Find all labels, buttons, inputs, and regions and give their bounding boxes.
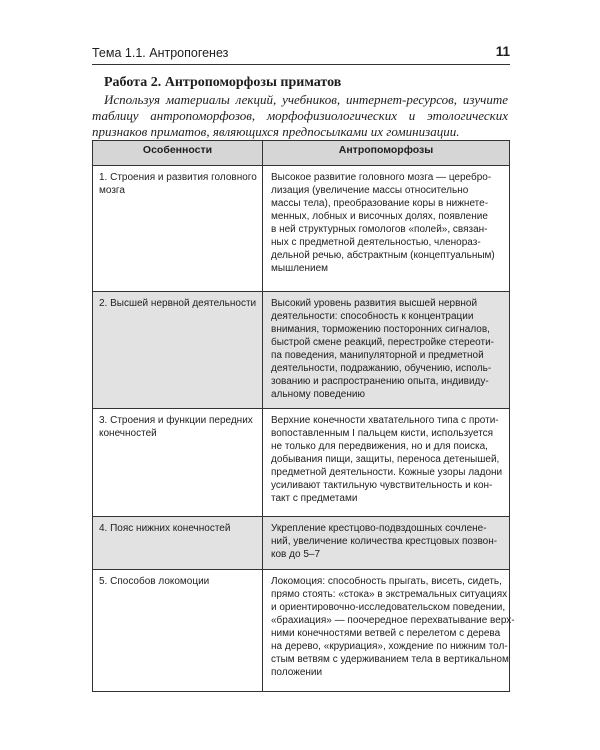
feature-line: конечностей bbox=[99, 428, 157, 439]
description-line: па поведения, манипуляторной и предметной bbox=[271, 350, 484, 361]
description-line: дельной речью, абстрактным (концептуальным) bbox=[271, 250, 495, 261]
description-line: Верхние конечности хватательного типа с проти- bbox=[271, 415, 499, 426]
description-line: предметной деятельности. Кожные узоры ладони bbox=[271, 467, 503, 478]
description-line: стым ветвям с удерживанием тела в вертикальном bbox=[271, 654, 509, 665]
description-line: вопоставленным I пальцем кисти, используется bbox=[271, 428, 494, 439]
feature-cell bbox=[93, 166, 263, 292]
table-row bbox=[93, 570, 510, 692]
description-line: быстрой смене реакций, перестройке стереоти- bbox=[271, 337, 495, 348]
running-header bbox=[92, 42, 510, 65]
description-line: прямо стоять: «стока» в экстремальных ситуациях bbox=[271, 589, 508, 600]
description-line: Локомоция: способность прыгать, висеть, сидеть, bbox=[271, 576, 502, 587]
feature-cell bbox=[93, 292, 263, 409]
description-line: Высокий уровень развития высшей нервной bbox=[271, 298, 478, 309]
description-line: альному поведению bbox=[271, 389, 365, 400]
feature-line: 5. Способов локомоции bbox=[99, 576, 210, 587]
description-line: массы тела), преобразование коры в нижнете- bbox=[271, 198, 489, 209]
feature-line: 3. Строения и функции передних bbox=[99, 415, 253, 426]
description-line: внимания, торможению посторонних сигналов, bbox=[271, 324, 490, 335]
feature-line: мозга bbox=[99, 185, 125, 196]
page-number: 11 bbox=[495, 44, 510, 59]
feature-line: 1. Строения и развития головного bbox=[99, 172, 257, 183]
description-line: лизация (увеличение массы относительно bbox=[271, 185, 469, 196]
description-line: деятельности: способность к концентрации bbox=[271, 311, 474, 322]
description-line: Укрепление крестцово-подвздошных сочлене- bbox=[271, 523, 487, 534]
description-cell bbox=[263, 166, 510, 292]
table-row bbox=[93, 292, 510, 409]
feature-cell bbox=[93, 570, 263, 692]
section-title: Тема 1.1. Антропогенез bbox=[92, 46, 229, 60]
description-line: ков до 5–7 bbox=[271, 549, 320, 560]
description-line: менных, лобных и височных долях, появление bbox=[271, 211, 488, 222]
anthropomorphoses-table bbox=[92, 140, 515, 692]
work-title: Работа 2. Антропоморфозы приматов bbox=[104, 75, 342, 90]
description-cell bbox=[263, 517, 510, 570]
description-line: Высокое развитие головного мозга — церебро- bbox=[271, 172, 492, 183]
description-line: ними конечностями ветвей с перелетом с дерева bbox=[271, 628, 501, 639]
table-row bbox=[93, 166, 510, 292]
instructions-text: Используя материалы лекций, учебников, интернет-ресурсов, изучите таблицу антропоморфозов, морфофизиологических и этологических признаков приматов, являющихся предпосылками их гоминизации. bbox=[92, 92, 508, 139]
description-cell bbox=[263, 292, 510, 409]
table-row bbox=[93, 409, 510, 517]
description-line: ний, увеличение количества крестцовых позвон- bbox=[271, 536, 498, 547]
feature-cell bbox=[93, 409, 263, 517]
description-line: не только для передвижения, но и для поиска, bbox=[271, 441, 488, 452]
feature-cell bbox=[93, 517, 263, 570]
description-cell bbox=[263, 570, 515, 692]
column-header-anthropomorphoses: Антропоморфозы bbox=[263, 141, 510, 166]
description-cell bbox=[263, 409, 510, 517]
description-line: положении bbox=[271, 667, 323, 678]
description-line: ных с предметной деятельностью, членораз- bbox=[271, 237, 481, 248]
column-header-features: Особенности bbox=[93, 141, 263, 166]
description-line: усиливают тактильную чувствительность и кон- bbox=[271, 480, 493, 491]
description-line: на дерево, «круриация», хождение по нижним тол- bbox=[271, 641, 508, 652]
table-header-row bbox=[93, 141, 510, 166]
description-line: в ней структурных гомологов «полей», связан- bbox=[271, 224, 488, 235]
description-line: «брахиация» — поочередное перехватывание верх- bbox=[271, 615, 515, 626]
description-line: и ориентировочно-исследовательском поведении, bbox=[271, 602, 506, 613]
description-line: мышлением bbox=[271, 263, 329, 274]
feature-line: 4. Пояс нижних конечностей bbox=[99, 523, 231, 534]
description-line: добывания пищи, защиты, переноса детенышей, bbox=[271, 454, 500, 465]
table-row bbox=[93, 517, 510, 570]
description-line: деятельности, подражанию, обучению, исполь- bbox=[271, 363, 492, 374]
feature-line: 2. Высшей нервной деятельности bbox=[99, 298, 257, 309]
description-line: такт с предметами bbox=[271, 493, 358, 504]
description-line: зованию и распространению опыта, индивиду- bbox=[271, 376, 489, 387]
